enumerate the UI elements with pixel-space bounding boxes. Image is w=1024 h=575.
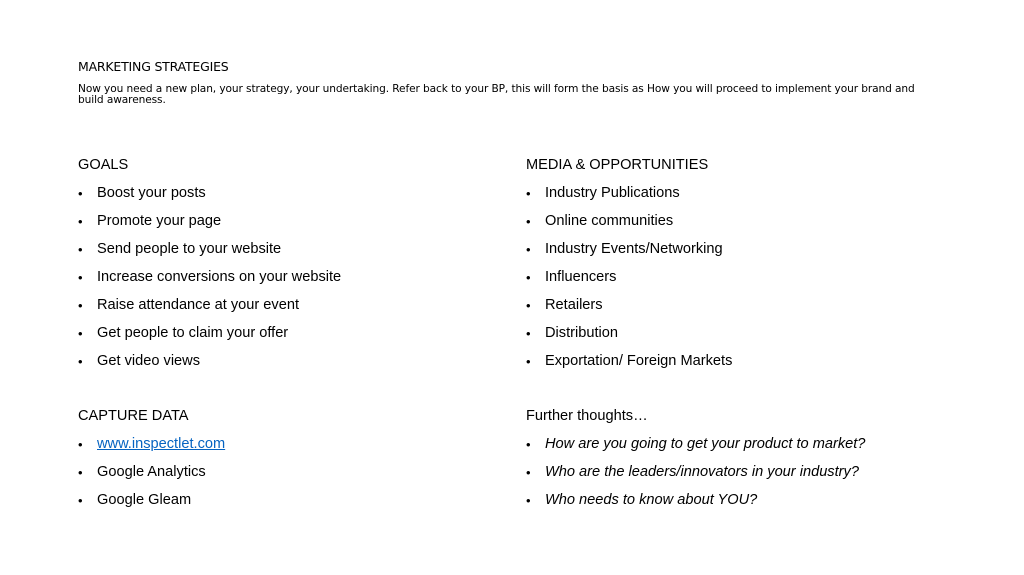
bullet-icon: •: [78, 186, 83, 201]
media-item-label: Distribution: [545, 325, 618, 341]
bullet-icon: •: [78, 437, 83, 452]
media-section: [526, 157, 732, 381]
bullet-icon: •: [526, 326, 531, 341]
bullet-icon: •: [78, 298, 83, 313]
bullet-icon: •: [78, 214, 83, 229]
bullet-icon: •: [78, 326, 83, 341]
further-thoughts-item: [526, 464, 865, 492]
further-thoughts-section: [526, 408, 865, 520]
capture-data-item-label: Google Gleam: [97, 492, 192, 508]
bullet-icon: •: [526, 465, 531, 480]
goals-item: [78, 325, 341, 353]
capture-data-list: [78, 436, 225, 520]
goals-item-label: Send people to your website: [97, 241, 282, 257]
goals-item: [78, 241, 341, 269]
bullet-icon: •: [526, 437, 531, 452]
goals-item-label: Get video views: [97, 353, 201, 369]
capture-data-item: [78, 436, 225, 464]
media-item-label: Retailers: [545, 297, 603, 313]
goals-item: [78, 269, 341, 297]
further-thoughts-heading: Further thoughts…: [526, 408, 648, 424]
slide-subtitle: Now you need a new plan, your strategy, your undertaking. Refer back to your BP, this will form the basis as How you will proceed to implement your brand and build awareness.: [78, 83, 915, 106]
capture-data-item: [78, 492, 225, 520]
bullet-icon: •: [526, 493, 531, 508]
media-item: [526, 269, 732, 297]
media-item: [526, 325, 732, 353]
media-item-label: Influencers: [545, 269, 617, 285]
media-item: [526, 185, 732, 213]
goals-item-label: Boost your posts: [97, 185, 206, 201]
bullet-icon: •: [526, 354, 531, 369]
media-list: [526, 185, 732, 381]
media-item-label: Exportation/ Foreign Markets: [545, 353, 733, 369]
goals-item: [78, 213, 341, 241]
inspectlet-link[interactable]: www.inspectlet.com: [97, 436, 226, 452]
media-item: [526, 297, 732, 325]
goals-list: [78, 185, 341, 381]
bullet-icon: •: [78, 465, 83, 480]
capture-data-section: [78, 408, 225, 520]
goals-item-label: Promote your page: [97, 213, 222, 229]
bullet-icon: •: [78, 493, 83, 508]
bullet-icon: •: [526, 270, 531, 285]
capture-data-heading: CAPTURE DATA: [78, 408, 189, 424]
media-item: [526, 213, 732, 241]
capture-data-item: [78, 464, 225, 492]
bullet-icon: •: [78, 354, 83, 369]
slide-title: MARKETING STRATEGIES: [78, 59, 229, 74]
media-item: [526, 241, 732, 269]
further-thoughts-item: [526, 492, 865, 520]
goals-item-label: Increase conversions on your website: [97, 269, 342, 285]
further-thoughts-item-label: How are you going to get your product to market?: [545, 436, 866, 452]
goals-item: [78, 297, 341, 325]
media-item-label: Industry Publications: [545, 185, 680, 201]
goals-heading: GOALS: [78, 157, 129, 173]
further-thoughts-item-label: Who needs to know about YOU?: [545, 492, 758, 508]
bullet-icon: •: [526, 186, 531, 201]
further-thoughts-item-label: Who are the leaders/innovators in your industry?: [545, 464, 859, 480]
media-item: [526, 353, 732, 381]
goals-section: [78, 157, 341, 381]
media-item-label: Online communities: [545, 213, 674, 229]
media-item-label: Industry Events/Networking: [545, 241, 723, 257]
bullet-icon: •: [526, 298, 531, 313]
goals-item-label: Raise attendance at your event: [97, 297, 300, 313]
bullet-icon: •: [78, 270, 83, 285]
goals-item: [78, 353, 341, 381]
bullet-icon: •: [526, 242, 531, 257]
capture-data-item-label: Google Analytics: [97, 464, 206, 480]
goals-item-label: Get people to claim your offer: [97, 325, 289, 341]
further-thoughts-item: [526, 436, 865, 464]
further-thoughts-list: [526, 436, 865, 520]
bullet-icon: •: [78, 242, 83, 257]
goals-item: [78, 185, 341, 213]
media-heading: MEDIA & OPPORTUNITIES: [526, 157, 709, 173]
bullet-icon: •: [526, 214, 531, 229]
